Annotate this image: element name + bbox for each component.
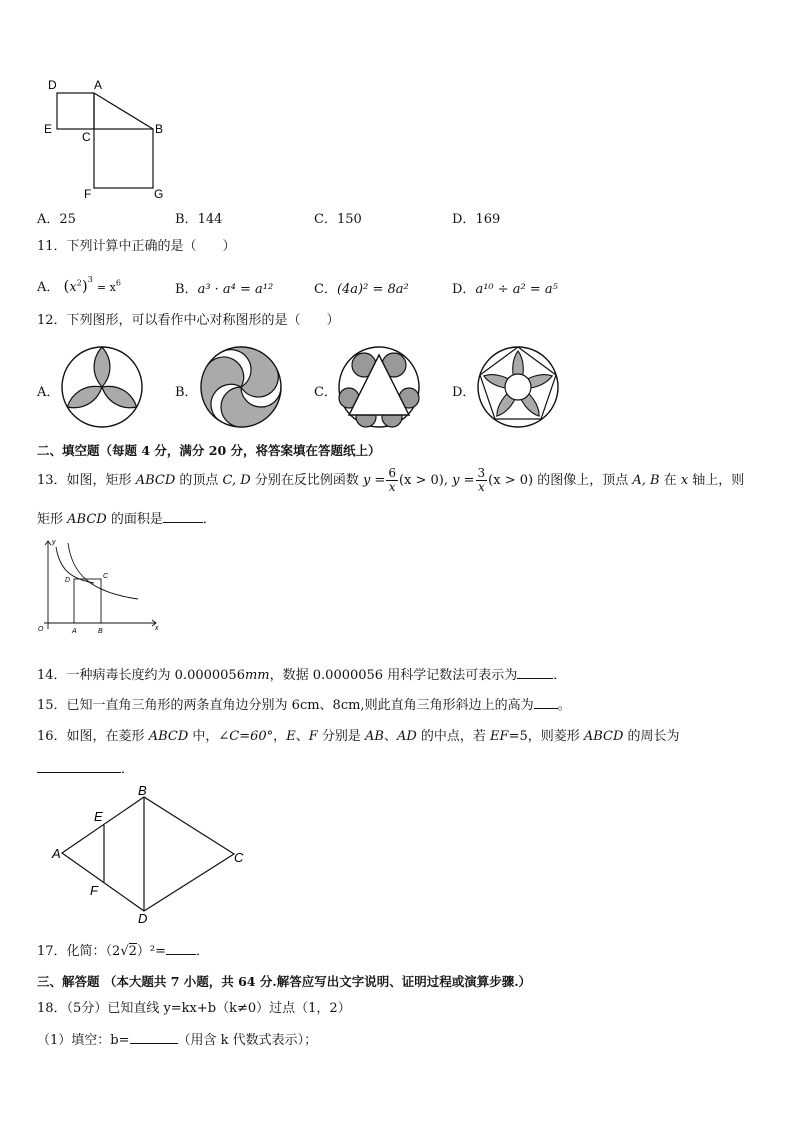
label-B: B [155,122,164,136]
option-letter: D． [452,282,476,297]
option-text: 25 [59,212,76,227]
q13-graph [34,537,164,637]
text: 。 [557,698,571,713]
q11-option-a[interactable] [37,276,121,295]
q12-label-b[interactable]: B． [175,385,198,400]
option-text: 169 [475,212,501,227]
math-x: x [680,473,689,488]
text: 分别是 [317,729,365,744]
math-ABCD: ABCD [148,729,189,744]
unit-mm: mm [244,668,270,683]
option-text: 144 [197,212,223,227]
text: 的面积是 [106,512,163,527]
q12-figure-a[interactable] [60,345,144,429]
answer-blank[interactable] [517,666,553,679]
option-letter: B． [175,212,198,227]
math-EF: EF [490,729,509,744]
condition: (x > 0) [488,473,534,488]
radicand: 2 [128,944,137,959]
q11-stem: 11．下列计算中正确的是（ ） [37,239,236,254]
option-letter: A． [37,212,60,227]
option-letter: C． [314,212,337,227]
option-text: a³ · a⁴ = a¹² [197,282,274,297]
q11-option-d[interactable] [452,278,558,297]
text: =5，则菱形 [508,729,584,744]
section2-title: 二、填空题（每题 4 分，满分 20 分，将答案填在答题纸上） [37,443,381,458]
q10-option-b[interactable] [175,208,222,227]
math-AD: AD [396,729,417,744]
q10-figure [40,75,180,200]
rhs: = x [96,281,116,294]
label-C: C [82,130,91,144]
curve-y6x [68,543,138,599]
text: 分别在反比例函数 [250,473,363,488]
fraction-6-over-x [386,467,398,494]
q15 [37,696,571,715]
answer-blank[interactable] [37,760,121,773]
text: 的周长为 [623,729,680,744]
large-square-CBGF [94,129,153,188]
text: ）²= [136,944,167,959]
text: 15．已知一直角三角形的两条直角边分别为 6cm、8cm,则此直角三角形斜边上的高为 [37,698,534,713]
text: 轴上，则 [688,473,745,488]
q16-line2 [37,760,134,779]
rhs-exponent: 6 [115,278,121,288]
text: （1）填空：b= [37,1033,130,1048]
q10-option-a[interactable] [37,208,76,227]
q18-stem: 18．（5分）已知直线 y=kx+b（k≠0）过点（1，2） [37,1001,351,1016]
text: 、 [383,729,397,744]
q13-line2 [37,510,216,529]
label-D: D [65,577,71,584]
label-A: A [52,846,61,861]
answer-blank[interactable] [163,510,203,523]
label-F: F [84,187,92,200]
rhombus-ABCD [62,797,234,911]
text: ． [553,668,567,683]
answer-blank[interactable] [166,942,196,955]
label-G: G [154,187,164,200]
label-O: O [38,626,44,633]
text: ． [196,944,210,959]
label-E: E [44,122,53,136]
math-y2: y = [452,473,475,488]
label-C: C [234,850,244,865]
q16-line1 [37,728,680,746]
label-F: F [90,883,98,898]
q12-label-d[interactable]: D． [452,385,476,400]
math-ABCD: ABCD [135,473,176,488]
math-CD: C, D [222,473,251,488]
text: 矩形 [37,512,68,527]
close-paren: ) [81,277,88,295]
q12-figure-c[interactable] [337,345,421,429]
option-letter: A． [37,280,60,295]
math-ABCD: ABCD [583,729,624,744]
label-E: E [94,809,103,824]
math-F: F [308,729,318,744]
option-letter: C． [314,282,337,297]
q12-label-c[interactable]: C． [314,385,337,400]
text: 中， [188,729,219,744]
fraction-3-over-x [476,467,488,494]
option-text: 150 [336,212,362,227]
answer-blank[interactable] [130,1031,178,1044]
text: ． [121,762,135,777]
text: 、 [295,729,309,744]
text: 17．化简：（2 [37,944,121,959]
text: 16．如图，在菱形 [37,729,149,744]
q11-option-b[interactable] [175,278,273,297]
q13-line1 [37,464,744,498]
text: ，数据 0.0000056 用科学记数法可表示为 [269,668,518,683]
label-C: C [103,573,109,580]
option-letter: D． [452,212,476,227]
q12-stem: 12．下列图形，可以看作中心对称图形的是（ ） [37,313,340,328]
small-square-DACE [57,93,94,129]
math-E: E [286,729,296,744]
label-A: A [72,628,77,635]
inner-exponent: 2 [76,278,82,288]
q12-figure-b[interactable] [199,345,283,429]
answer-blank[interactable] [534,696,558,709]
q11-option-c[interactable] [314,278,409,297]
text: 14．一种病毒长度约为 0.0000056 [37,668,245,683]
label-D: D [48,78,57,92]
denominator: x [388,480,396,494]
label-B: B [138,783,147,798]
q10-option-c[interactable] [314,208,362,227]
option-letter: B． [175,282,198,297]
text: （用含 k 代数式表示）； [177,1033,318,1048]
label-y: y [52,539,56,546]
math-AB: AB [365,729,384,744]
math-y1: y = [362,473,386,488]
q18-sub1 [37,1031,317,1050]
numerator: 6 [388,466,396,480]
sqrt-symbol: √ [120,944,129,959]
text: 的图像上，顶点 [533,473,633,488]
text: ， [273,729,287,744]
text: 13．如图，矩形 [37,473,136,488]
option-text: a¹⁰ ÷ a² = a⁵ [475,282,558,297]
rectangle-ABCD [74,579,101,623]
q10-option-d[interactable] [452,208,500,227]
math-AB: A, B [632,473,660,488]
condition: (x > 0), [398,473,453,488]
q14 [37,666,566,685]
label-A: A [94,78,103,92]
q12-figure-d[interactable] [476,345,560,429]
numerator: 3 [477,466,486,480]
math-ABCD: ABCD [67,512,107,527]
option-text: (4a)² = 8a² [336,282,409,297]
outer-exponent: 3 [87,274,93,284]
denominator: x [477,480,485,494]
text: ． [202,512,216,527]
open-paren: ( [63,277,70,295]
q16-rhombus-figure [48,783,258,928]
hypotenuse-AB [94,93,153,129]
section3-title: 三、解答题 （本大题共 7 小题，共 64 分.解答应写出文字说明、证明过程或演算步骤.） [37,974,532,989]
q17 [37,942,209,961]
q12-label-a[interactable]: A． [37,385,60,400]
math-angle: ∠C=60° [218,729,274,744]
label-D: D [138,911,148,926]
text: 在 [659,473,681,488]
label-x: x [155,625,159,632]
label-B: B [98,628,103,635]
base-x: x [69,280,77,295]
text: 的顶点 [175,473,223,488]
text: 的中点，若 [416,729,491,744]
